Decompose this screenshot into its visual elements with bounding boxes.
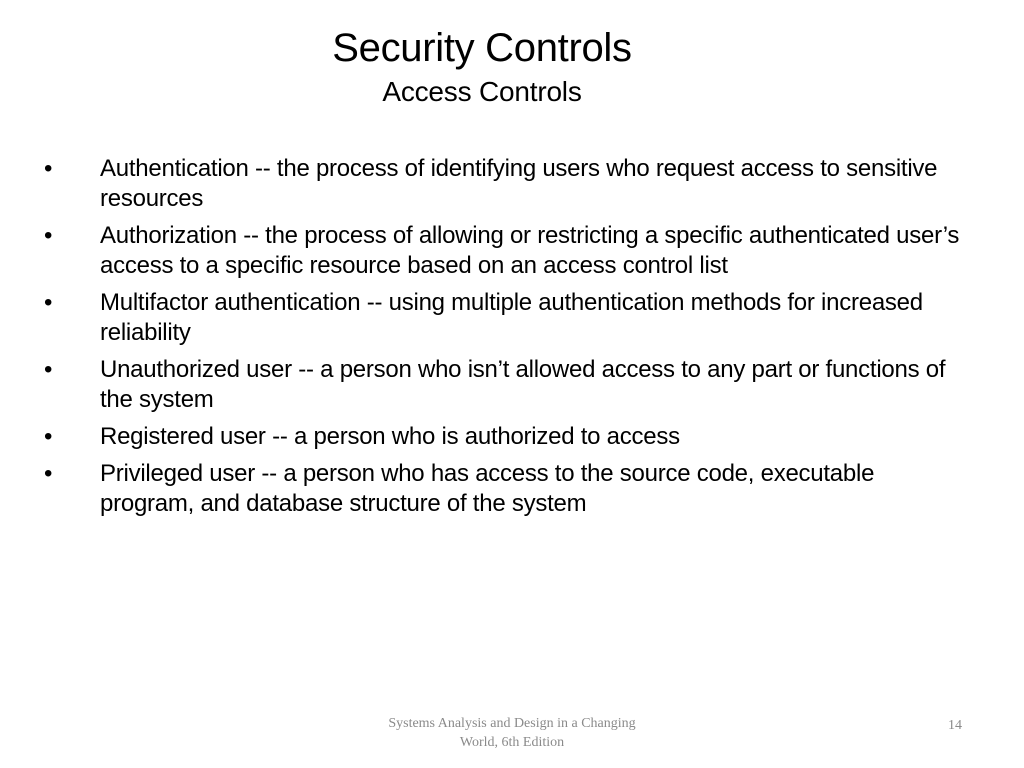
bullet-text: Multifactor authentication -- using multiple authentication methods for increased reliability (100, 289, 923, 346)
footer-line-1: Systems Analysis and Design in a Changing (388, 716, 636, 731)
bullet-icon: • (44, 460, 53, 487)
bullet-icon: • (44, 423, 53, 450)
bullet-text: Registered user -- a person who is authorized to access (100, 423, 680, 450)
bullet-item-registered-user (44, 422, 974, 452)
bullet-item-unauthorized-user (44, 355, 974, 415)
slide-title: Security Controls (332, 26, 632, 70)
bullet-list (44, 154, 974, 526)
bullet-item-authorization (44, 221, 974, 281)
bullet-text: Unauthorized user -- a person who isn’t allowed access to any part or functions of the system (100, 356, 946, 413)
footer (340, 714, 684, 752)
slide-subtitle: Access Controls (382, 76, 582, 107)
bullet-text: Privileged user -- a person who has access to the source code, executable program, and database structure of the system (100, 460, 875, 517)
footer-line-2: World, 6th Edition (459, 735, 565, 750)
bullet-item-privileged-user (44, 459, 974, 519)
bullet-text: Authorization -- the process of allowing or restricting a specific authenticated user’s access to a specific resource based on an access control list (100, 222, 960, 279)
bullet-item-authentication (44, 154, 974, 214)
bullet-icon: • (44, 289, 53, 316)
bullet-text: Authentication -- the process of identifying users who request access to sensitive resources (100, 155, 938, 212)
bullet-icon: • (44, 222, 53, 249)
bullet-item-multifactor (44, 288, 974, 348)
page-number: 14 (948, 718, 962, 733)
bullet-icon: • (44, 356, 53, 383)
title-block (0, 22, 964, 110)
bullet-icon: • (44, 155, 53, 182)
